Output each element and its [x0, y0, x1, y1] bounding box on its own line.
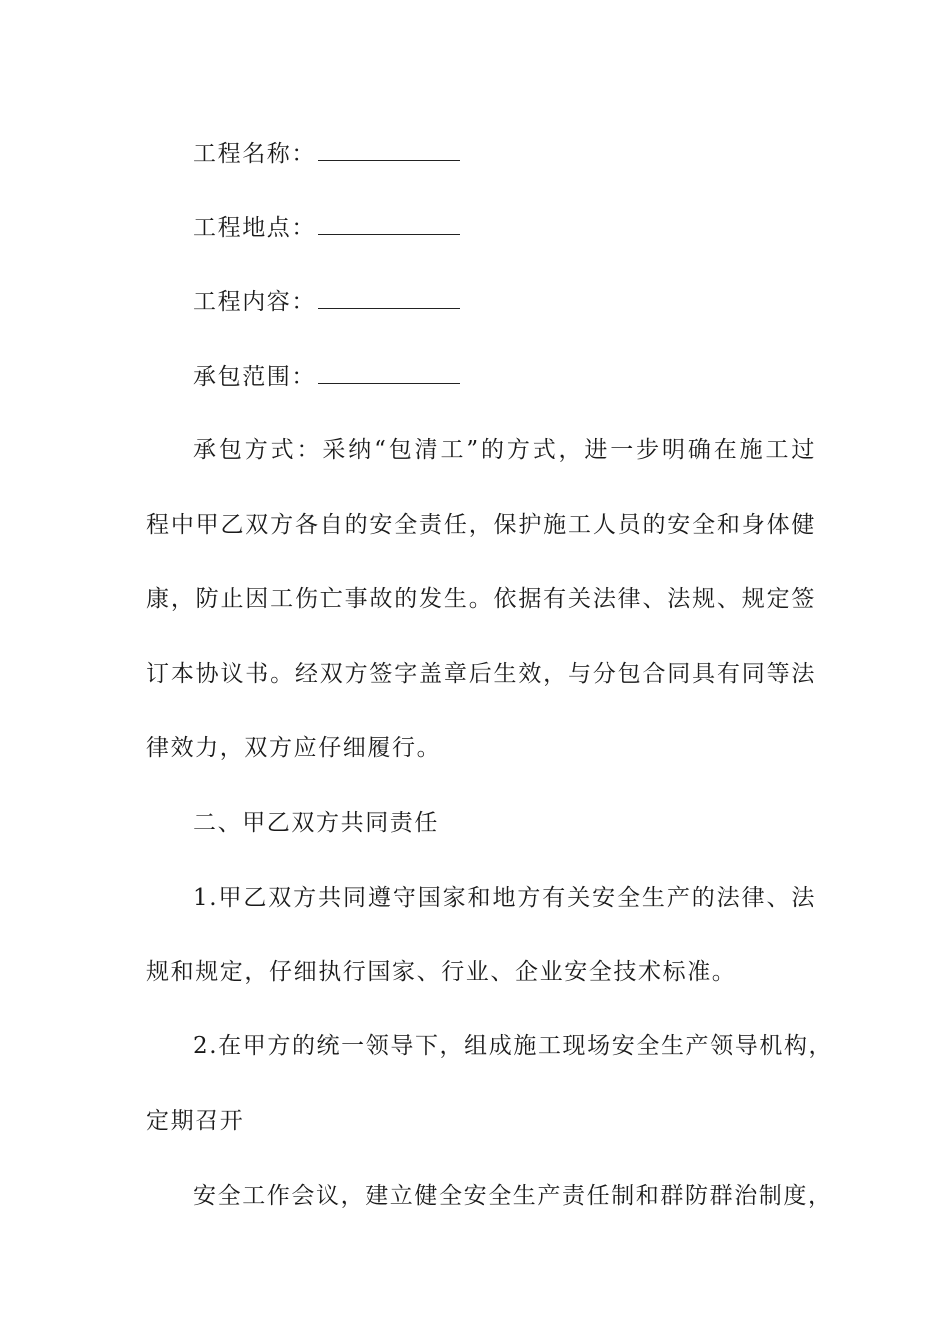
project-content-blank[interactable]: [318, 286, 460, 309]
project-name-blank[interactable]: [318, 138, 460, 161]
project-location-blank[interactable]: [318, 212, 460, 235]
contract-scope-row: [193, 361, 816, 392]
project-location-label: 工程地点：: [193, 215, 316, 241]
contract-scope-label: 承包范围：: [193, 364, 316, 390]
paragraph-line: 定期召开: [146, 1108, 245, 1134]
project-content-label: 工程内容：: [193, 289, 316, 315]
paragraph-line: 1.甲乙双方共同遵守国家和地方有关安全生产的法律、法: [193, 885, 816, 911]
project-name-label: 工程名称：: [193, 141, 316, 167]
project-location-row: [193, 212, 816, 243]
paragraph-line: 康，防止因工伤亡事故的发生。依据有关法律、法规、规定签: [146, 586, 816, 612]
project-name-row: [193, 138, 816, 169]
paragraph-line: 订本协议书。经双方签字盖章后生效，与分包合同具有同等法: [146, 661, 816, 687]
project-content-row: [193, 286, 816, 317]
section-heading: 二、甲乙双方共同责任: [193, 810, 439, 836]
paragraph-line: 安全工作会议，建立健全安全生产责任制和群防群治制度，: [193, 1183, 833, 1209]
paragraph-line: 2.在甲方的统一领导下，组成施工现场安全生产领导机构，: [193, 1033, 834, 1059]
paragraph-line: 程中甲乙双方各自的安全责任，保护施工人员的安全和身体健: [146, 512, 816, 538]
contract-scope-blank[interactable]: [318, 361, 460, 384]
paragraph-line: 律效力，双方应仔细履行。: [146, 735, 442, 761]
paragraph-line: 承包方式：采纳“包清工”的方式，进一步明确在施工过: [193, 437, 816, 463]
paragraph-line: 规和规定，仔细执行国家、行业、企业安全技术标准。: [146, 959, 737, 985]
